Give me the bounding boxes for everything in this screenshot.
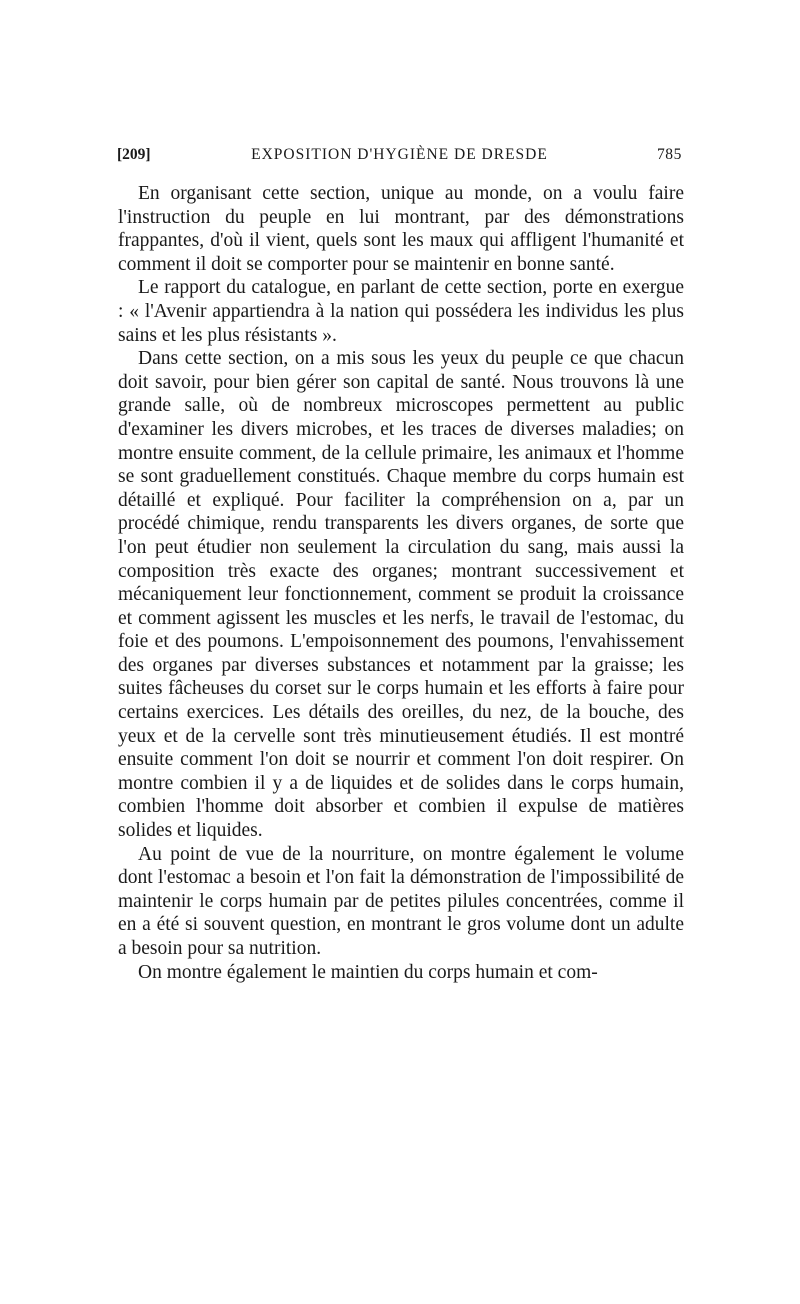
paragraph: Au point de vue de la nourriture, on montre également le volume dont l'estomac a besoin et l'on fait la démonstration de l'impossibilité de maintenir le corps humain par de petites pilules concentrées, comme il en a été si souvent question, en montrant le gros volume dont un adulte a besoin pour sa nutrition.	[118, 843, 684, 959]
page-number: 785	[656, 146, 682, 163]
paragraph: Le rapport du catalogue, en parlant de cette section, porte en exergue : « l'Avenir appartiendra à la nation qui possédera les individus les plus sains et les plus résistants ».	[118, 277, 684, 346]
text-body	[118, 182, 684, 984]
running-header	[117, 146, 682, 170]
running-title: EXPOSITION D'HYGIÈNE DE DRESDE	[251, 146, 548, 163]
page-reference: [209]	[117, 146, 151, 163]
paragraph: Dans cette section, on a mis sous les yeux du peuple ce que chacun doit savoir, pour bien gérer son capital de santé. Nous trouvons là une grande salle, où de nombreux microscopes permettent au public d'examiner les divers microbes, et les traces de diverses maladies; on montre ensuite comment, de la cellule primaire, les animaux et l'homme se sont graduellement constitués. Chaque membre du corps humain est détaillé et expliqué. Pour faciliter la compréhension on a, par un procédé chimique, rendu transparents les divers organes, de sorte que l'on peut étudier non seulement la circulation du sang, mais aussi la composition très exacte des organes; montrant successivement et mécaniquement leur fonctionnement, comment se produit la croissance et comment agissent les muscles et les nerfs, le travail de l'estomac, du foie et des poumons. L'empoisonnement des poumons, l'envahissement des organes par diverses substances et notamment par la graisse; les suites fâcheuses du corset sur le corps humain et les efforts à faire pour certains exercices. Les détails des oreilles, du nez, de la bouche, des yeux et de la cervelle sont très minutieusement étudiés. Il est montré ensuite comment l'on doit se nourrir et comment l'on doit respirer. On montre combien il y a de liquides et de solides dans le corps humain, combien l'homme doit absorber et combien il expulse de matières solides et liquides.	[118, 348, 684, 842]
paragraph: On montre également le maintien du corps humain et com-	[138, 961, 598, 983]
paragraph: En organisant cette section, unique au monde, on a voulu faire l'instruction du peuple en lui montrant, par des démonstrations frappantes, d'où il vient, quels sont les maux qui affligent l'humanité et comment il doit se comporter pour se maintenir en bonne santé.	[118, 183, 684, 275]
